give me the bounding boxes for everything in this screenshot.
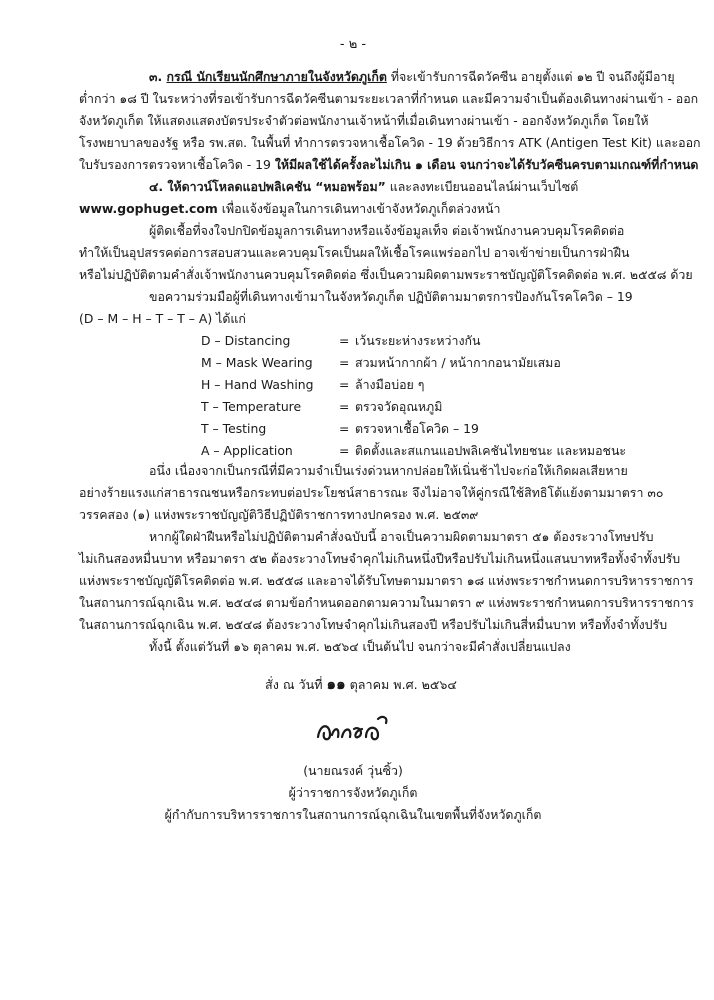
order-date: [8, 672, 714, 696]
paragraph-9: [79, 636, 641, 658]
equals-sign: =: [339, 377, 350, 392]
paragraph-7-line: อย่างร้ายแรงแก่สาธารณชนหรือกระทบต่อประโยชน์สาธารณะ จึงไม่อาจให้คู่กรณีใช้สิทธิโต้แย้งตามมาตรา ๓๐: [79, 485, 664, 500]
page-number: - ๒ -: [339, 37, 367, 52]
paragraph-3-heading: กรณี นักเรียนนักศึกษาภายในจังหวัดภูเก็ต: [166, 69, 387, 84]
measure-code: A – Application: [201, 443, 293, 458]
measure-meaning: ตรวจวัดอุณหภูมิ: [355, 399, 443, 414]
measure-code: D – Distancing: [201, 333, 291, 348]
measure-meaning: ล้างมือบ่อย ๆ: [355, 377, 425, 392]
measure-row: [201, 418, 641, 440]
paragraph-7: [79, 460, 664, 526]
paragraph-3-line: [79, 66, 675, 88]
equals-sign: =: [339, 421, 350, 436]
signer-block: [0, 760, 706, 826]
order-date-prefix: สั่ง ณ วันที่: [265, 677, 327, 692]
paragraph-4: [79, 176, 641, 220]
paragraph-5-line: ทำให้เป็นอุปสรรคต่อการสอบสวนและควบคุมโรคเป็นผลให้เชื้อโรคแพร่ออกไป อาจเข้าข่ายเป็นการฝ่าฝืน: [79, 245, 630, 260]
paragraph-3-text: ใบรับรองการตรวจหาเชื้อโควิด - 19: [79, 157, 275, 172]
measure-meaning: สวมหน้ากากผ้า / หน้ากากอนามัยเสมอ: [355, 355, 561, 370]
paragraph-7-line: อนึ่ง เนื่องจากเป็นกรณีที่มีความจำเป็นเร่งด่วนหากปล่อยให้เนิ่นช้าไปจะก่อให้เกิดผลเสียหาย: [149, 463, 628, 478]
equals-sign: =: [339, 443, 350, 458]
equals-sign: =: [339, 333, 350, 348]
measure-meaning: เว้นระยะห่างระหว่างกัน: [355, 333, 481, 348]
measure-meaning: ตรวจหาเชื้อโควิด – 19: [355, 421, 479, 436]
paragraph-8-line: ในสถานการณ์ฉุกเฉิน พ.ศ. ๒๕๔๘ ต้องระวางโทษจำคุกไม่เกินสองปี หรือปรับไม่เกินสี่หมื่นบาท หรือทั้งจำทั้งปรับ: [79, 617, 668, 632]
paragraph-8: [79, 526, 694, 636]
paragraph-8-line: หากผู้ใดฝ่าฝืนหรือไม่ปฏิบัติตามคำสั่งฉบับนี้ อาจเป็นความผิดตามมาตรา ๕๑ ต้องระวางโทษปรับ: [149, 529, 654, 544]
measure-row: [201, 396, 641, 418]
signer-authority: ผู้กำกับการบริหารราชการในสถานการณ์ฉุกเฉินในเขตพื้นที่จังหวัดภูเก็ต: [164, 807, 542, 822]
paragraph-5: [79, 220, 693, 286]
effective-date-line: ทั้งนี้ ตั้งแต่วันที่ ๑๖ ตุลาคม พ.ศ. ๒๕๖๔ เป็นต้นไป จนกว่าจะมีคำสั่งเปลี่ยนแปลง: [149, 639, 571, 654]
measure-code: T – Temperature: [201, 399, 302, 414]
paragraph-3-line: จังหวัดภูเก็ต ให้แสดงแสดงบัตรประจำตัวต่อพนักงานเจ้าหน้าที่เมื่อเดินทางผ่านเข้า - ออกจังหวัดภูเก็ต โดยให้: [79, 113, 649, 128]
app-instruction: ๔. ให้ดาวน์โหลดแอปพลิเคชัน “หมอพร้อม”: [149, 179, 386, 194]
equals-sign: =: [339, 355, 350, 370]
order-date-suffix: ตุลาคม พ.ศ. ๒๕๖๔: [345, 677, 457, 692]
measure-row: [201, 374, 641, 396]
paragraph-3-line: [79, 154, 699, 176]
paragraph-3-text: ที่จะเข้ารับการฉีดวัคซีน อายุตั้งแต่ ๑๒ ปี จนถึงผู้มีอายุ: [386, 69, 675, 84]
paragraph-3-line: ต่ำกว่า ๑๘ ปี ในระหว่างที่รอเข้ารับการฉีดวัคซีนตามระยะเวลาที่กำหนด และมีความจำเป็นต้องเดินทางผ่านเข้า - ออก: [79, 91, 699, 106]
paragraph-3: [79, 66, 701, 176]
measure-row: [201, 330, 641, 352]
measure-code: M – Mask Wearing: [201, 355, 313, 370]
paragraph-5-line: ผู้ติดเชื้อที่จงใจปกปิดข้อมูลการเดินทางหรือแจ้งข้อมูลเท็จ ต่อเจ้าพนักงานควบคุมโรคติดต่อ: [149, 223, 625, 238]
paragraph-6-line: ขอความร่วมมือผู้ที่เดินทางเข้ามาในจังหวัดภูเก็ต ปฏิบัติตามมาตรการป้องกันโรคโควิด – 19: [149, 289, 633, 304]
paragraph-6: [79, 286, 641, 330]
measure-row: [201, 352, 641, 374]
paragraph-4-line: [79, 198, 641, 220]
signer-position: ผู้ว่าราชการจังหวัดภูเก็ต: [288, 785, 418, 800]
paragraph-8-line: ไม่เกินสองหมื่นบาท หรือมาตรา ๕๒ ต้องระวางโทษจำคุกไม่เกินหนึ่งปีหรือปรับไม่เกินหนึ่งแสนบาทหรือทั้งจำทั้งปรับ: [79, 551, 681, 566]
signer-name: (นายณรงค์ วุ่นซิ้ว): [303, 763, 403, 778]
paragraph-3-line: โรงพยาบาลของรัฐ หรือ รพ.สต. ในพื้นที่ ทำการตรวจหาเชื้อโควิด - 19 ด้วยวิธีการ ATK (Antigen Test Kit) และออก: [79, 135, 701, 150]
validity-note: ให้มีผลใช้ได้ครั้งละไม่เกิน ๑ เดือน จนกว่าจะได้รับวัคซีนครบตามเกณฑ์ที่กำหนด: [274, 157, 699, 172]
measure-code: T – Testing: [201, 421, 267, 436]
paragraph-4-text: และลงทะเบียนออนไลน์ผ่านเว็บไซต์: [385, 179, 579, 194]
paragraph-7-line: วรรคสอง (๑) แห่งพระราชบัญญัติวิธีปฏิบัติราชการทางปกครอง พ.ศ. ๒๕๓๙: [79, 507, 479, 522]
equals-sign: =: [339, 399, 350, 414]
measure-code: H – Hand Washing: [201, 377, 314, 392]
measures-list: [79, 330, 641, 462]
paragraph-4-line: [79, 176, 641, 198]
paragraph-8-line: ในสถานการณ์ฉุกเฉิน พ.ศ. ๒๕๔๘ ตามข้อกำหนดออกตามความในมาตรา ๙ แห่งพระราชกำหนดการบริหารราชการ: [79, 595, 694, 610]
paragraph-4-text: เพื่อแจ้งข้อมูลในการเดินทางเข้าจังหวัดภูเก็ตล่วงหน้า: [217, 201, 501, 216]
measure-row: [201, 440, 641, 462]
paragraph-6-line: (D – M – H – T – T – A) ได้แก่: [79, 311, 246, 326]
measure-meaning: ติดตั้งและสแกนแอปพลิเคชันไทยชนะ และหมอชนะ: [355, 443, 627, 458]
website-url: www.gophuget.com: [79, 201, 218, 216]
signature-image: [308, 705, 408, 755]
order-date-day: ๑๑: [326, 675, 346, 693]
paragraph-5-line: หรือไม่ปฏิบัติตามคำสั่งเจ้าพนักงานควบคุมโรคติดต่อ ซึ่งเป็นความผิดตามพระราชบัญญัติโรคติดต่อ พ.ศ. ๒๕๕๘ ด้วย: [79, 267, 693, 282]
item-number: ๓.: [149, 69, 167, 84]
paragraph-8-line: แห่งพระราชบัญญัติโรคติดต่อ พ.ศ. ๒๕๕๘ และอาจได้รับโทษตามมาตรา ๑๘ แห่งพระราชกำหนดการบริหารราชการ: [79, 573, 694, 588]
